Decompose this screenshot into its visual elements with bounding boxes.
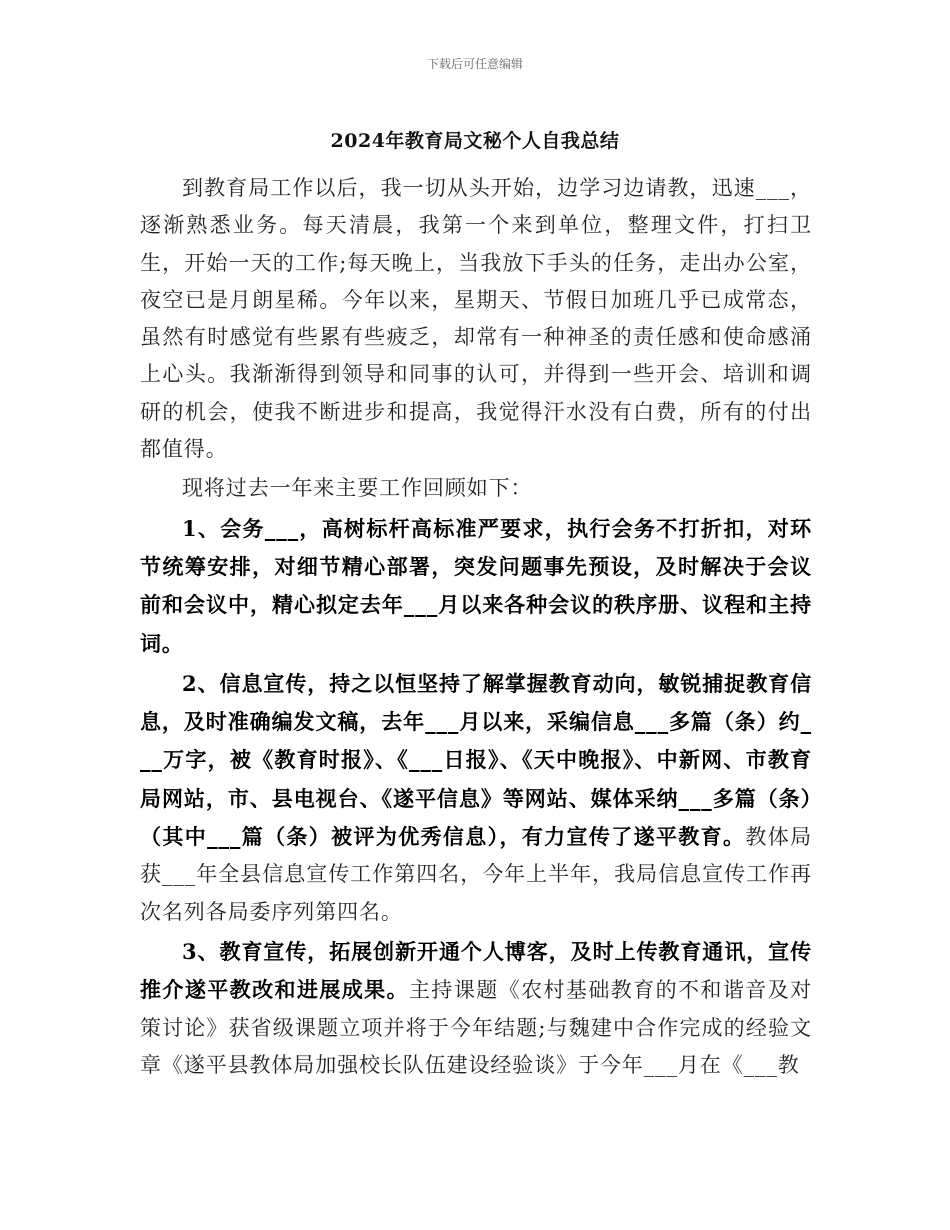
paragraph-review-lead: 现将过去一年来主要工作回顾如下： (182, 476, 533, 501)
page-header: 下载后可任意编辑 (426, 57, 523, 71)
item-3-bold-text: 3、教育宣传，拓展创新开通个人博客，及时上传教育通讯，宣传推介遂平教改和进展成果。 (140, 938, 812, 1003)
paragraph-item-1 (140, 510, 812, 663)
document-body (140, 170, 812, 1084)
paragraph-item-3 (140, 933, 812, 1084)
item-1-bold-text: 1、会务___，高树标杆高标准严要求，执行会务不打折扣，对环节统筹安排，对细节精心部署，突发问题事先预设，及时解决于会议前和会议中，精心拟定去年___月以来各种会议的秩序册、议程和主持词。 (140, 515, 812, 656)
item-2-text: 教体局获___年全县信息宣传工作第四名，今年上半年，我局信息宣传工作再次名列各局委序列第四名。 (140, 825, 813, 924)
paragraph-item-2 (140, 665, 812, 931)
document-title: 2024年教育局文秘个人自我总结 (330, 130, 620, 152)
item-3-text: 主持课题《农村基础教育的不和谐音及对策讨论》获省级课题立项并将于今年结题;与魏建中合作完成的经验文章《遂平县教体局加强校长队伍建设经验谈》于今年___月在《___教 (140, 978, 812, 1077)
paragraph-intro: 到教育局工作以后，我一切从头开始，边学习边请教，迅速___，逐渐熟悉业务。每天清晨，我第一个来到单位，整理文件，打扫卫生，开始一天的工作;每天晚上，当我放下手头的任务，走出办公室，夜空已是月朗星稀。今年以来，星期天、节假日加班几乎已成常态，虽然有时感觉有些累有些疲乏，却常有一种神圣的责任感和使命感涌上心头。我渐渐得到领导和同事的认可，并得到一些开会、培训和调研的机会，使我不断进步和提高，我觉得汗水没有白费，所有的付出都值得。 (140, 176, 812, 462)
item-2-bold-text: 2、信息宣传，持之以恒坚持了解掌握教育动向，敏锐捕捉教育信息，及时准确编发文稿，去年___月以来，采编信息___多篇（条）约___万字，被《教育时报》、《___日报》、《天中晚报》、中新网、市教育局网站，市、县电视台、《遂平信息》等网站、媒体采纳___多篇（条）（其中___篇（条）被评为优秀信息），有力宣传了遂平教育。 (140, 670, 812, 850)
